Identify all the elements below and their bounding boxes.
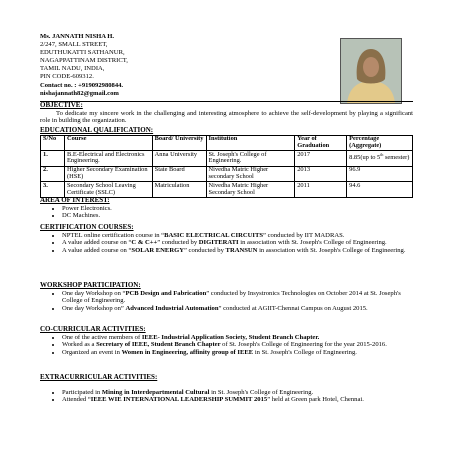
item-text: ” conducted at AGIIT-Chennai Campus on August 2015. [218,304,368,312]
certification-section [40,224,413,254]
column-header: Institution [206,135,295,151]
list-item: • Power Electronics. [62,205,413,213]
item-highlight: BASIC ELECTRICAL CIRCUITS [164,231,264,239]
item-highlight: Women in Engineering, affinity group of IEEE [121,348,254,356]
address-line: TAMIL NADU, INDIA, [40,65,105,73]
item-text: in St. Joseph's College of Engineering. [209,388,314,396]
interest-section [40,197,413,220]
item-highlight: DIGITERATI [198,239,239,247]
extracurricular-heading: EXTRACURRICULAR ACTIVITIES: [40,373,158,381]
item-highlight: Secretary of IEEE, Student Branch Chapter [96,341,221,349]
education-heading: EDUCATIONAL QUALIFICATION: [40,126,154,134]
cell-sno: 2. [41,166,65,182]
profile-photo [340,38,402,104]
item-highlight: Advanced Industrial Automation [125,304,219,312]
item-highlight: IEEE WIE INTERNATIONAL LEADERSHIP SUMMIT 2015 [90,396,268,404]
item-text: ” conducted by IIT MADRAS. [263,231,345,239]
list-item [62,305,413,313]
contact-number: +919092980844. [78,81,124,89]
table-row [41,151,413,167]
cocurricular-section [40,326,413,356]
cell-percentage [347,151,413,167]
cell-percentage: 96.9 [347,166,413,182]
item-highlight: TRANSUN [225,246,258,254]
interest-list [40,205,413,220]
list-item [62,232,413,240]
extracurricular-section [40,374,413,404]
objective-heading: OBJECTIVE: [40,101,83,109]
email-address: nishajannath82@gmail.com [40,89,119,97]
item-highlight: IEEE- Industrial Application Society, Student Branch Chapter. [141,333,320,341]
item-text: in association with St. Joseph's College of Engineering. [238,239,387,247]
list-item [62,239,413,247]
item-text: in St. Joseph's College of Engineering. [253,348,357,356]
item-highlight: PCB Design and Fabrication [125,289,207,297]
list-item [62,290,413,305]
list-item [62,247,413,255]
percentage-value: 8.85(up to 5 [349,153,381,161]
interest-heading: AREA OF INTEREST: [40,196,110,204]
cell-year: 2013 [295,166,347,182]
candidate-name: Ms. JANNATH NISHA H. [40,33,115,40]
certification-heading: CERTIFICATION COURSES: [40,223,134,231]
table-header-row [41,135,413,151]
extracurricular-list [40,389,413,404]
address-line: NAGAPPATTINAM DISTRICT, [40,57,128,65]
item-highlight: SOLAR ENERGY [131,246,184,254]
workshop-heading: WORKSHOP PARTICIPATION: [40,281,141,289]
workshop-list [40,290,413,313]
item-text: in association with St. Joseph's College of Engineering. [257,246,406,254]
education-table [40,135,413,198]
objective-text: To dedicate my sincere work in the challenging and interesting atmosphere to achieve the self-development by playing a significant role in building the organization. [40,109,413,125]
cocurricular-list [40,334,413,357]
cell-percentage: 94.6 [347,182,413,198]
item-text: One of the active members of [62,333,142,341]
contact-label: Contact no. : [40,81,77,89]
item-text: ” conducted by [183,246,226,254]
list-item [62,334,413,342]
profile-photo-image [341,39,401,103]
column-header: Year of Graduation [295,135,347,151]
item-text: NPTEL online certification course in “ [62,231,165,239]
column-header: S/No [41,135,65,151]
cell-sno: 3. [41,182,65,198]
column-header: Course [64,135,152,151]
cell-year: 2017 [295,151,347,167]
cell-institution: St. Joseph's College of Engineering. [206,151,295,167]
item-text: A value added course on “ [62,246,132,254]
percentage-suffix: semester) [383,153,410,161]
item-text: ” held at Green park Hotel, Chennai. [267,396,364,404]
cell-institution: Nivedha Matric Higher secondary School [206,166,295,182]
list-item [62,341,413,349]
cell-board: Anna University [152,151,206,167]
certification-list [40,232,413,255]
address-line: PIN CODE-609312. [40,73,94,81]
contact-line [40,82,128,90]
list-item: • DC Machines. [62,212,413,220]
item-text: of St. Joseph's College of Engineering for the year 2015-2016. [220,341,387,349]
table-row [41,166,413,182]
cell-course: B.E-Electrical and Electronics Engineering. [64,151,152,167]
item-highlight: Mining in Interdepartmental Cultural [101,388,210,396]
contact-header [40,33,128,98]
cocurricular-heading: CO-CURRICULAR ACTIVITIES: [40,325,146,333]
cell-board: Matriculation [152,182,206,198]
list-item [62,396,413,404]
item-text: ” conducted by [157,239,199,247]
item-text: Organized an event in [62,348,122,356]
item-text: One day Workshop on” [62,304,126,312]
item-text: ” conducted by Insystronics Technologies on October 2014 at St. Joseph's College of Engineering. [62,289,401,305]
item-highlight: C & C++ [131,239,158,247]
cell-course: Secondary School Leaving Certificate (SSLC) [64,182,152,198]
item-text: Participated in [62,388,102,396]
cell-institution: Nivedha Matric Higher Secondary School [206,182,295,198]
item-text: Worked as a [62,341,97,349]
item-text: A value added course on “ [62,239,132,247]
item-text: One day Workshop on “ [62,289,126,297]
cell-year: 2011 [295,182,347,198]
cell-course: Higher Secondary Examination (HSE) [64,166,152,182]
column-header: Percentage (Aggregate) [347,135,413,151]
cell-board: State Board [152,166,206,182]
column-header: Board/ University [152,135,206,151]
list-item [62,389,413,397]
list-item [62,349,413,357]
address-line: 2/247, SMALL STREET, [40,41,108,49]
workshop-section [40,282,413,312]
item-text: Attended “ [62,396,91,404]
education-section [40,127,413,198]
objective-section [40,102,413,125]
address-line: EDUTHUKATTI SATHANUR, [40,49,125,57]
cell-sno: 1. [41,151,65,167]
percentage-superscript: th [380,151,384,157]
